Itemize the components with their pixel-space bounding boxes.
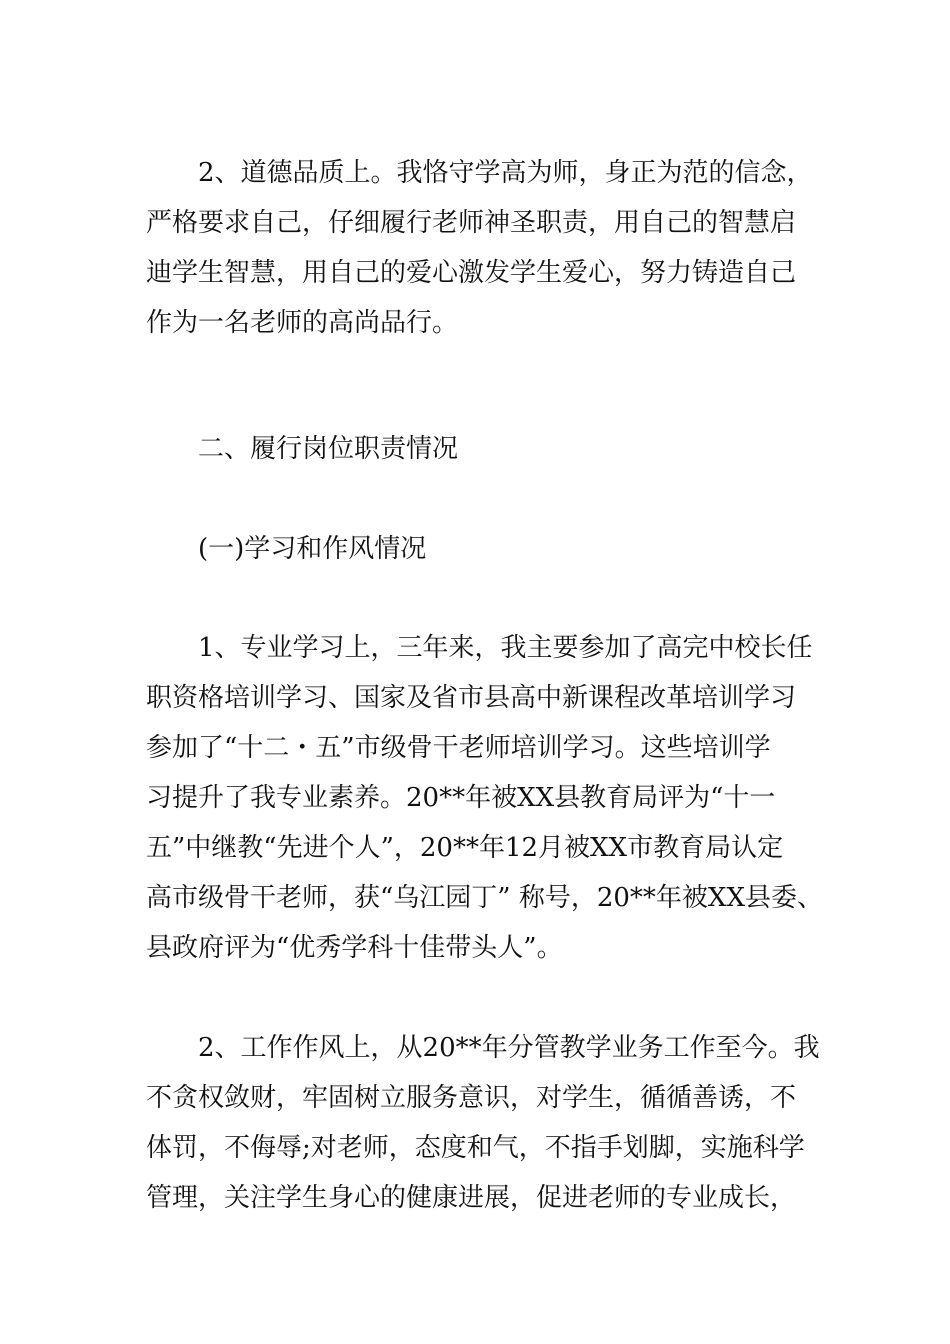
paragraph-professional-study	[146, 623, 826, 973]
text-line: 迪学生智慧，用自己的爱心激发学生爱心，努力铸造自己	[146, 258, 797, 288]
text-line: 习提升了我专业素养。20**年被XX县教育局评为“十一	[146, 783, 776, 813]
paragraph-work-style	[146, 1023, 826, 1223]
text-line: 1、专业学习上，三年来，我主要参加了高完中校长任	[198, 633, 813, 663]
text-line: 县政府评为“优秀学科十佳带头人”。	[146, 933, 563, 963]
text-line: 2、道德品质上。我恪守学高为师，身正为范的信念，	[198, 158, 813, 188]
section-heading-duties	[146, 424, 826, 474]
text-line: 严格要求自己，仔细履行老师神圣职责，用自己的智慧启	[146, 208, 797, 238]
text-line: 五”中继教“先进个人”，20**年12月被XX市教育局认定	[146, 833, 784, 863]
text-line: 职资格培训学习、国家及省市县高中新课程改革培训学习	[146, 683, 797, 713]
text-line: 2、工作作风上，从20**年分管教学业务工作至今。我	[198, 1033, 820, 1063]
paragraph-moral-quality	[146, 148, 826, 348]
text-line: 体罚，不侮辱;对老师，态度和气，不指手划脚，实施科学	[146, 1133, 805, 1163]
subsection-heading: (一)学习和作风情况	[198, 534, 427, 564]
text-line: 高市级骨干老师，获“乌江园丁” 称号，20**年被XX县委、	[146, 883, 823, 913]
text-line: 作为一名老师的高尚品行。	[146, 308, 459, 338]
subsection-heading-study	[146, 524, 826, 574]
text-line: 管理，关注学生身心的健康进展，促进老师的专业成长，	[146, 1183, 797, 1213]
section-heading: 二、履行岗位职责情况	[198, 434, 459, 464]
text-line: 不贪权敛财，牢固树立服务意识，对学生，循循善诱，不	[146, 1083, 797, 1113]
text-line: 参加了“十二・五”市级骨干老师培训学习。这些培训学	[146, 733, 771, 763]
